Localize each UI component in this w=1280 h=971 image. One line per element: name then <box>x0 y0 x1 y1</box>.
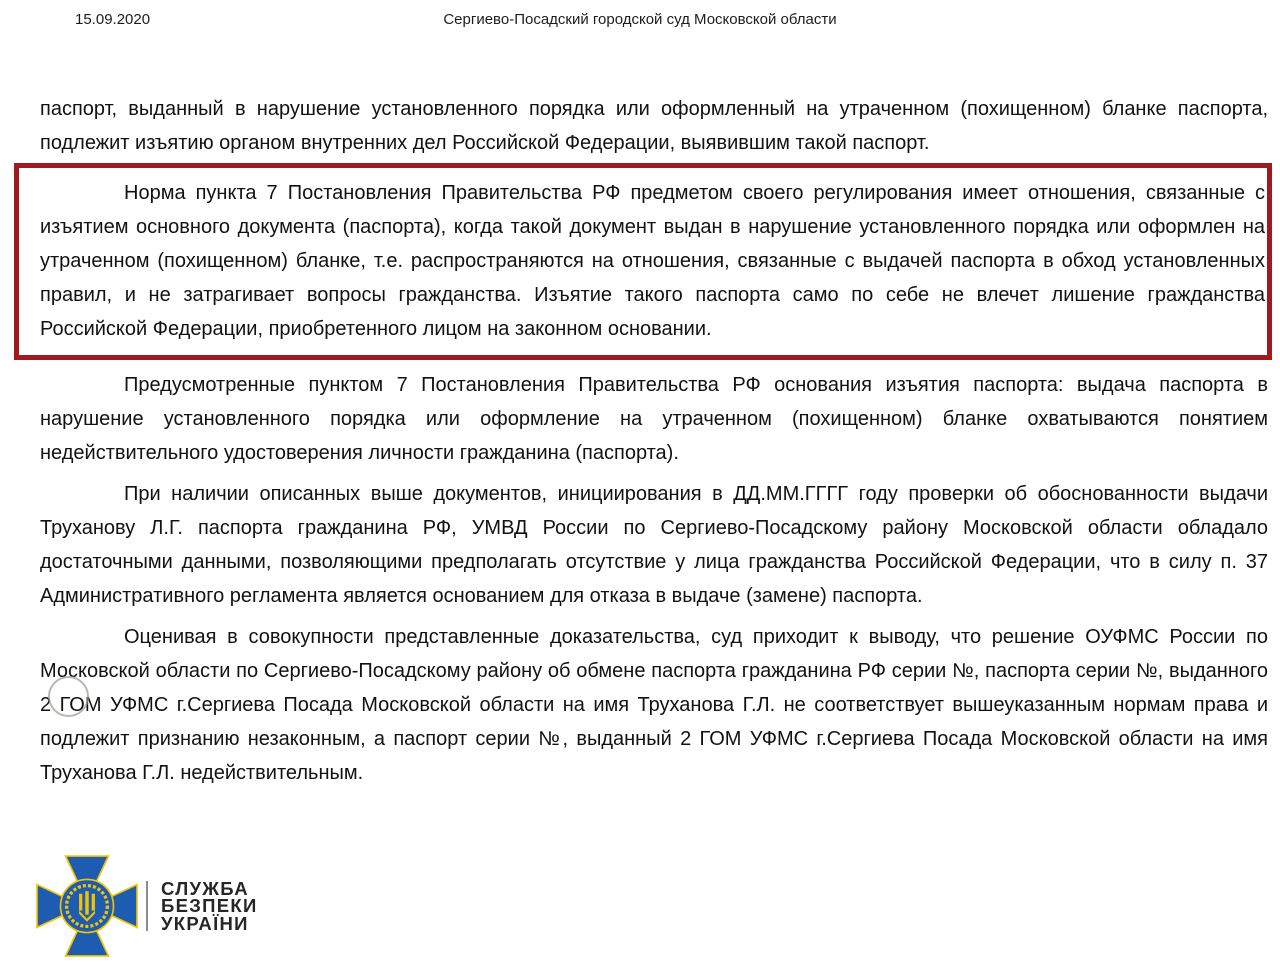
sbu-wordmark-line3: УКРАЇНИ <box>161 912 249 934</box>
sbu-wordmark-line1: СЛУЖБА <box>161 877 249 899</box>
sbu-wordmark-line2: БЕЗПЕКИ <box>161 895 258 917</box>
paragraph-passport-seizure: паспорт, выданный в нарушение установленного порядка или оформленный на утраченном (похищенном) бланке паспорта, подлежит изъятию органом внутренних дел Российской Федерации, выявившим такой паспорт. <box>40 98 1268 154</box>
paragraph-umvd-data: При наличии описанных выше документов, инициирования в ДД.ММ.ГГГГ году проверки об обоснованности выдачи Труханову Л.Г. паспорта гражданина РФ, УМВД России по Сергиево-Посадскому району Московской области обладало достаточными данными, позволяющими предполагать отсутствие у лица гражданства Российской Федерации, что в силу п. 37 Административного регламента является основанием для отказа в выдаче (замене) паспорта. <box>40 483 1268 607</box>
stamp-circle-mark <box>48 676 89 717</box>
highlight-red-box <box>14 163 1272 360</box>
paragraph-highlighted-norm: Норма пункта 7 Постановления Правительства РФ предметом своего регулирования имеет отношения, связанные с изъятием основного документа (паспорта), когда такой документ выдан в нарушение установленного порядка или оформлен на утраченном (похищенном) бланке, т.е. распространяются на отношения, связанные с выдачей паспорта в обход установленных правил, и не затрагивает вопросы гражданства. Изъятие такого паспорта само по себе не влечет лишение гражданства Российской Федерации, приобретенного лицом на законном основании. <box>40 182 1265 340</box>
logo-divider <box>146 881 148 931</box>
sbu-cross-emblem-icon <box>36 855 138 957</box>
paragraph-grounds: Предусмотренные пунктом 7 Постановления Правительства РФ основания изъятия паспорта: выдача паспорта в нарушение установленного порядка или оформление на утраченном (похищенном) бланке охватываются понятием недействительного удостоверения личности гражданина (паспорта). <box>40 374 1268 464</box>
paragraph-court-conclusion: Оценивая в совокупности представленные доказательства, суд приходит к выводу, что решение ОУФМС России по Московской области по Сергиево-Посадскому району об обмене паспорта гражданина РФ серии №, паспорта серии №, выданного 2 ГОМ УФМС г.Сергиева Посада Московской области на имя Труханова Г.Л. не соответствует вышеуказанным нормам права и подлежит признанию незаконным, а паспорт серии №, выданный 2 ГОМ УФМС г.Сергиева Посада Московской области на имя Труханова Г.Л. недействительным. <box>40 626 1268 784</box>
sbu-wordmark <box>161 877 258 934</box>
document-date: 15.09.2020 <box>75 11 151 28</box>
sbu-logo <box>36 855 258 957</box>
court-title: Сергиево-Посадский городской суд Московской области <box>443 11 837 28</box>
document-body <box>40 92 1268 790</box>
